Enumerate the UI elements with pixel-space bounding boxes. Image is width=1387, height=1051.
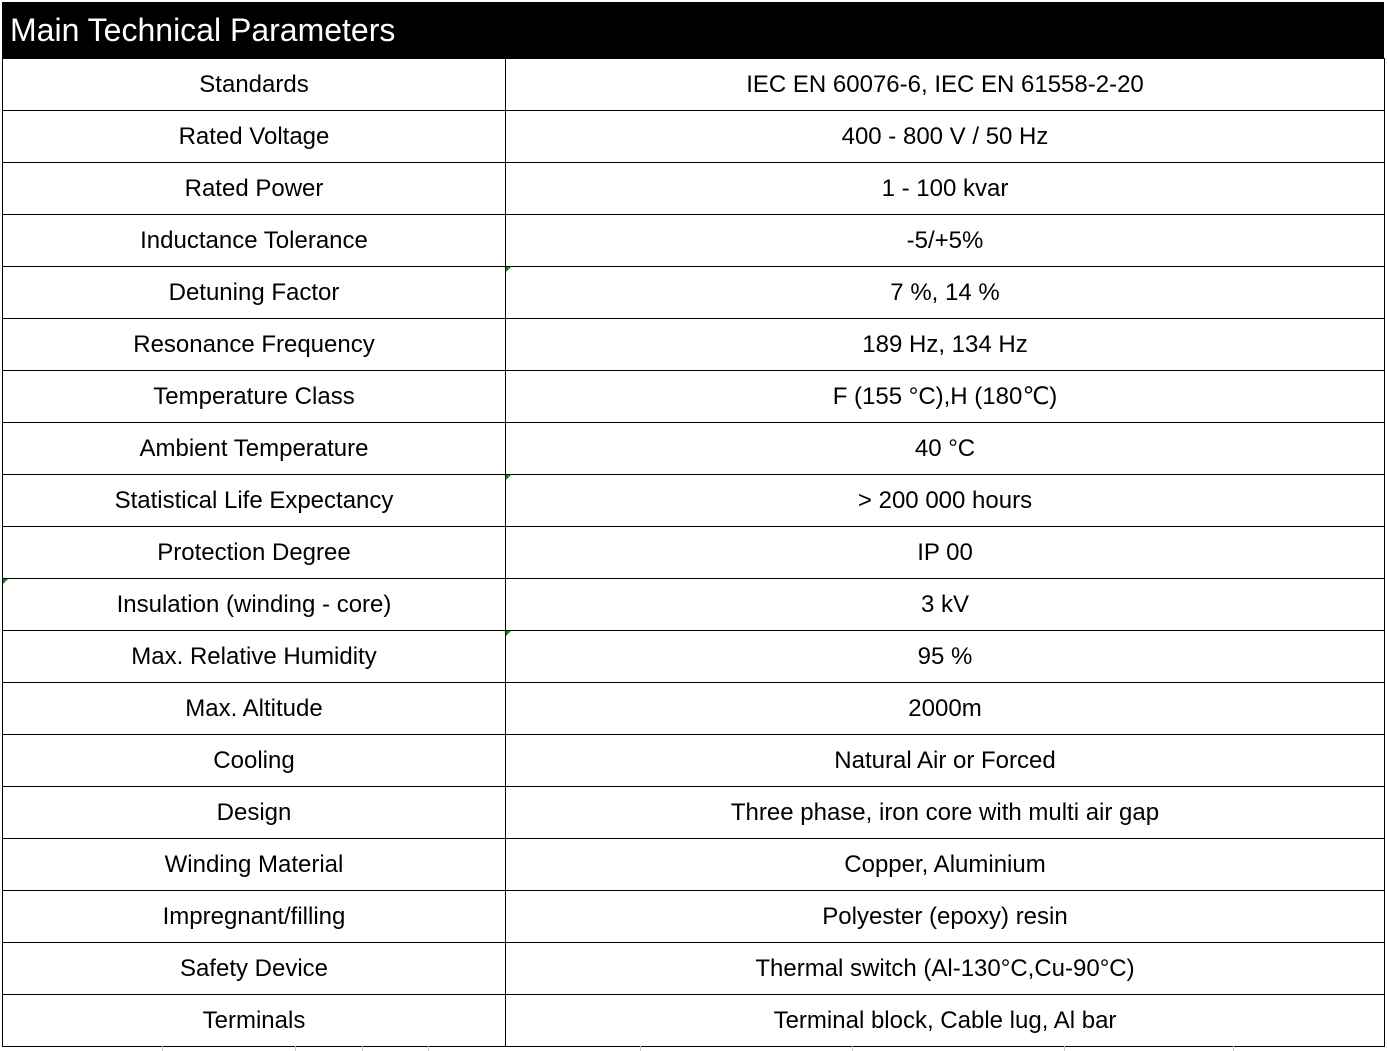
table-row <box>3 735 1385 787</box>
gridline-tick <box>428 1046 429 1051</box>
value-cell[interactable] <box>506 631 1385 683</box>
parameter-cell[interactable]: Max. Altitude <box>3 683 506 735</box>
parameter-cell[interactable]: Rated Power <box>3 163 506 215</box>
value-cell[interactable]: Three phase, iron core with multi air gap <box>506 787 1385 839</box>
table-row <box>3 891 1385 943</box>
table-row <box>3 59 1385 111</box>
cell-note-marker-icon <box>506 267 511 272</box>
table-row <box>3 423 1385 475</box>
parameter-text: Insulation (winding - core) <box>116 590 392 618</box>
parameter-cell[interactable]: Standards <box>3 59 506 111</box>
parameter-cell[interactable]: Protection Degree <box>3 527 506 579</box>
parameter-cell[interactable]: Rated Voltage <box>3 111 506 163</box>
value-cell[interactable]: Polyester (epoxy) resin <box>506 891 1385 943</box>
value-cell[interactable]: IP 00 <box>506 527 1385 579</box>
parameter-cell[interactable]: Impregnant/filling <box>3 891 506 943</box>
parameter-cell[interactable]: Ambient Temperature <box>3 423 506 475</box>
cell-note-marker-icon <box>506 475 511 480</box>
table-row <box>3 943 1385 995</box>
parameter-cell[interactable]: Inductance Tolerance <box>3 215 506 267</box>
table-row <box>3 215 1385 267</box>
parameter-cell[interactable]: Temperature Class <box>3 371 506 423</box>
value-cell[interactable]: 3 kV <box>506 579 1385 631</box>
parameter-cell[interactable]: Cooling <box>3 735 506 787</box>
parameter-cell[interactable]: Winding Material <box>3 839 506 891</box>
gridline-ticks <box>0 1046 1387 1051</box>
parameters-sheet <box>2 2 1384 1047</box>
table-row <box>3 163 1385 215</box>
value-cell[interactable]: 400 - 800 V / 50 Hz <box>506 111 1385 163</box>
cell-note-marker-icon <box>506 631 511 636</box>
value-text: 95 % <box>917 642 973 670</box>
parameters-table <box>2 58 1385 1047</box>
gridline-tick <box>640 1046 641 1051</box>
table-row <box>3 267 1385 319</box>
value-cell[interactable]: 40 °C <box>506 423 1385 475</box>
parameter-cell[interactable]: Resonance Frequency <box>3 319 506 371</box>
cell-note-marker-icon <box>3 579 8 584</box>
parameter-cell[interactable] <box>3 579 506 631</box>
table-row <box>3 475 1385 527</box>
table-row <box>3 111 1385 163</box>
parameter-cell[interactable]: Terminals <box>3 995 506 1047</box>
value-cell[interactable]: -5/+5% <box>506 215 1385 267</box>
gridline-tick <box>362 1046 363 1051</box>
gridline-tick <box>162 1046 163 1051</box>
parameter-cell[interactable]: Safety Device <box>3 943 506 995</box>
value-cell[interactable]: 189 Hz, 134 Hz <box>506 319 1385 371</box>
table-row <box>3 995 1385 1047</box>
parameter-cell[interactable]: Statistical Life Expectancy <box>3 475 506 527</box>
value-cell[interactable]: Thermal switch (Al-130°C,Cu-90°C) <box>506 943 1385 995</box>
value-cell[interactable]: 2000m <box>506 683 1385 735</box>
value-cell[interactable]: Copper, Aluminium <box>506 839 1385 891</box>
parameter-cell[interactable]: Max. Relative Humidity <box>3 631 506 683</box>
parameter-cell[interactable]: Detuning Factor <box>3 267 506 319</box>
value-cell[interactable] <box>506 475 1385 527</box>
table-row <box>3 631 1385 683</box>
table-row <box>3 527 1385 579</box>
value-cell[interactable]: Terminal block, Cable lug, Al bar <box>506 995 1385 1047</box>
table-row <box>3 319 1385 371</box>
table-row <box>3 787 1385 839</box>
table-row <box>3 371 1385 423</box>
gridline-tick <box>295 1046 296 1051</box>
gridline-tick <box>1064 1046 1065 1051</box>
gridline-tick <box>852 1046 853 1051</box>
value-text: 7 %, 14 % <box>890 278 1000 306</box>
value-text: > 200 000 hours <box>857 486 1033 514</box>
sheet-title: Main Technical Parameters <box>2 2 1384 58</box>
value-cell[interactable]: Natural Air or Forced <box>506 735 1385 787</box>
gridline-tick <box>1233 1046 1234 1051</box>
value-cell[interactable]: 1 - 100 kvar <box>506 163 1385 215</box>
parameter-cell[interactable]: Design <box>3 787 506 839</box>
value-cell[interactable]: F (155 °C),H (180℃) <box>506 371 1385 423</box>
value-cell[interactable]: IEC EN 60076-6, IEC EN 61558-2-20 <box>506 59 1385 111</box>
table-row <box>3 683 1385 735</box>
table-row <box>3 579 1385 631</box>
table-row <box>3 839 1385 891</box>
value-cell[interactable] <box>506 267 1385 319</box>
